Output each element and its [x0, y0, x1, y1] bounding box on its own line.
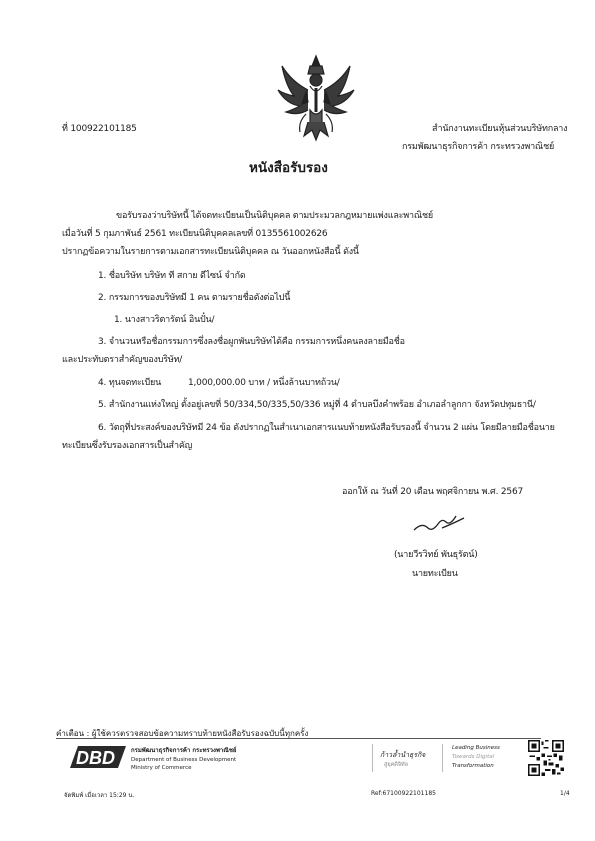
ministry-english: Ministry of Commerce: [131, 765, 192, 771]
dept-english: Department of Business Development: [131, 757, 237, 763]
dbd-logo-text: DBD: [76, 748, 115, 768]
registration-line: เมื่อวันที่ 5 กุมภาพันธ์ 2561 ทะเบียนนิติบุคคลเลขที่ 0135561002626: [62, 229, 328, 239]
document-title: หนังสือรับรอง: [249, 160, 328, 176]
print-time: จัดพิมพ์ เมื่อเวลา 15:29 น.: [64, 792, 135, 799]
dept-thai: กรมพัฒนาธุรกิจการค้า กระทรวงพาณิชย์: [131, 747, 237, 754]
item-objectives-b: ทะเบียนซึ่งรับรองเอกสารเป็นสำคัญ: [62, 441, 193, 451]
registrar-name: (นายวีรวิทย์ พันธุรัตน์): [394, 550, 478, 560]
director-name: 1. นางสาวริตารัตน์ อินปั๋น/: [114, 315, 215, 325]
slogan-en-3: Transformation: [452, 763, 494, 769]
dbd-logo: [66, 742, 128, 772]
item-objectives-a: 6. วัตถุที่ประสงค์ของบริษัทมี 24 ข้อ ดังปรากฏในสำเนาเอกสารแนบท้ายหนังสือรับรองนี้ จำนวน 2 แผ่น โดยมีลายมือชื่อนาย: [98, 423, 555, 433]
intro-text: ขอรับรองว่าบริษัทนี้ ได้จดทะเบียนเป็นนิติบุคคล ตามประมวลกฎหมายแพ่งและพาณิชย์: [116, 211, 434, 221]
issue-date: ออกให้ ณ วันที่ 20 เดือน พฤศจิกายน พ.ศ. 2567: [342, 487, 524, 497]
page-number: 1/4: [560, 790, 570, 797]
qr-code: [528, 740, 564, 776]
item-capital-value: 1,000,000.00 บาท / หนึ่งล้านบาทถ้วน/: [188, 378, 340, 388]
slogan-en-1: Leading Business: [452, 745, 500, 751]
slogan-thai-1: ก้าวล้ำนำธุรกิจ: [380, 751, 426, 759]
office-name-line2: กรมพัฒนาธุรกิจการค้า กระทรวงพาณิชย์: [402, 142, 555, 152]
slogan-thai-2: สู่ยุคดิจิทัล: [384, 762, 409, 768]
footer-separator: [372, 744, 373, 772]
item-capital-label: 4. ทุนจดทะเบียน: [98, 378, 162, 388]
office-name-line1: สำนักงานทะเบียนหุ้นส่วนบริษัทกลาง: [432, 124, 568, 134]
item-head-office: 5. สำนักงานแห่งใหญ่ ตั้งอยู่เลขที่ 50/334,50/335,50/336 หมู่ที่ 4 ตำบลบึงคำพร้อย อำเภอลำลูกกา จังหวัดปทุมธานี/: [98, 400, 536, 410]
warning-text: คำเตือน : ผู้ใช้ควรตรวจสอบข้อความทราบท้ายหนังสือรับรองฉบับนี้ทุกครั้ง: [56, 729, 309, 738]
item-directors: 2. กรรมการของบริษัทมี 1 คน ตามรายชื่อดังต่อไปนี้: [98, 293, 291, 303]
slogan-en-2: Towards Digital: [452, 754, 495, 760]
document-number: ที่ 100922101185: [62, 124, 137, 134]
reference-number: Ref:67100922101185: [371, 790, 436, 797]
item-signatory-a: 3. จำนวนหรือชื่อกรรมการซึ่งลงชื่อผูกพันบริษัทได้คือ กรรมการหนึ่งคนลงลายมือชื่อ: [98, 337, 405, 347]
registrar-position: นายทะเบียน: [412, 569, 458, 579]
footer-separator-2: [442, 744, 443, 772]
registrar-signature: [412, 508, 466, 538]
item-company-name: 1. ชื่อบริษัท บริษัท ที สกาย ดีไซน์ จำกัด: [98, 271, 246, 281]
item-signatory-b: และประทับตราสำคัญของบริษัท/: [62, 355, 183, 365]
garuda-emblem: [276, 52, 356, 144]
appear-line: ปรากฏข้อความในรายการตามเอกสารทะเบียนนิติบุคคล ณ วันออกหนังสือนี้ ดังนี้: [62, 247, 359, 257]
footer-divider: [56, 738, 541, 739]
